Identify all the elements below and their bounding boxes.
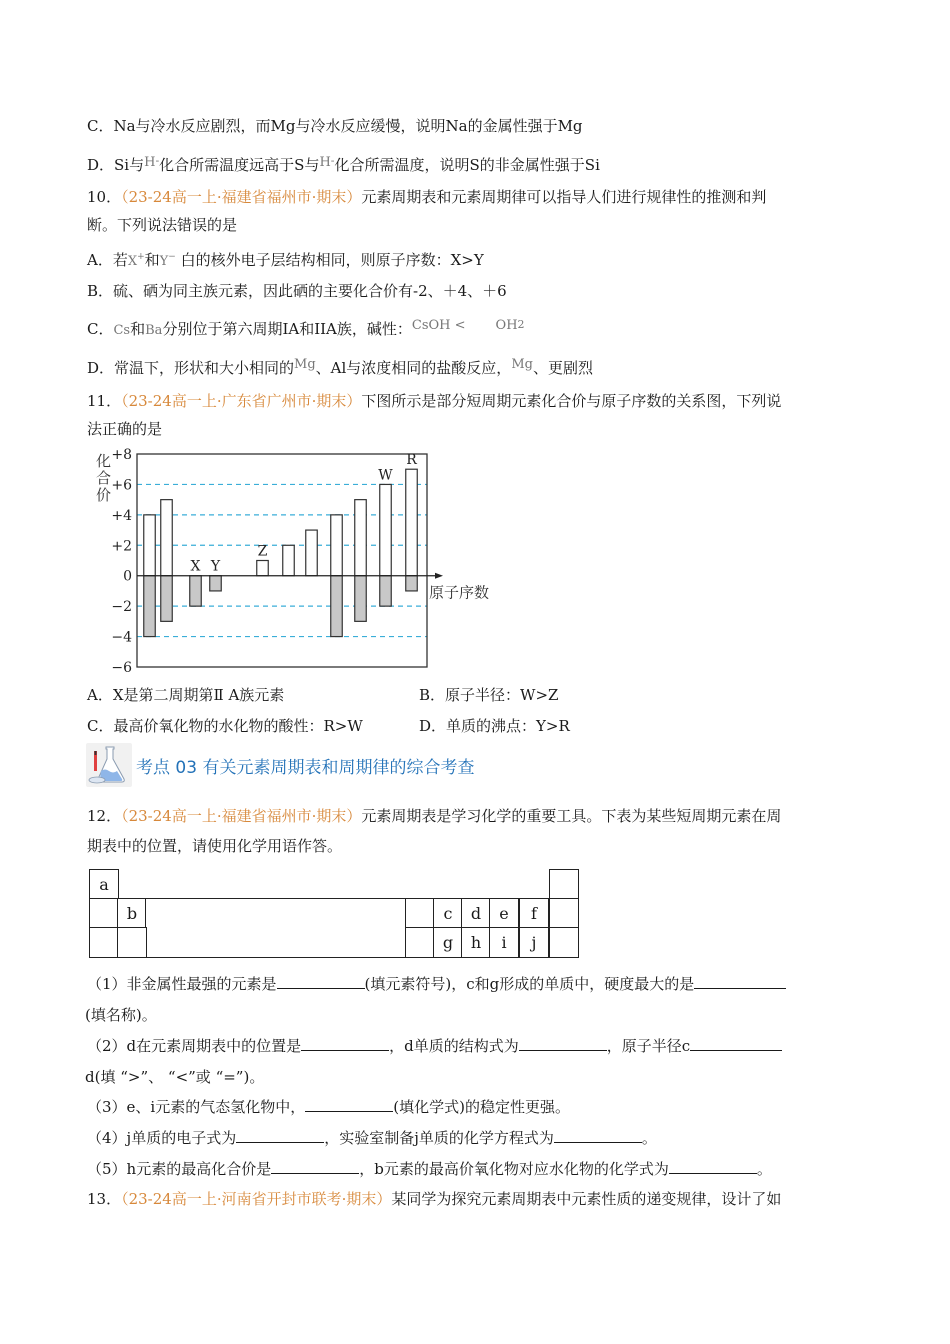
q12-part2-line2: d(填 “>”、 “<”或 “=”)。 bbox=[85, 1068, 265, 1086]
oh-formula: OH bbox=[495, 318, 518, 333]
cell-h: h bbox=[461, 927, 491, 958]
section-title: 考点 03 有关元素周期表和周期律的综合考查 bbox=[136, 757, 475, 778]
q10-c-and: 和 bbox=[130, 320, 146, 338]
p1-text: (填元素符号)，c和g形成的单质中，硬度最大的是 bbox=[364, 975, 695, 993]
axis-arrow-icon bbox=[435, 573, 443, 579]
q10-source: （23-24高一上·福建省福州市·期末） bbox=[121, 188, 362, 206]
answer-blank[interactable] bbox=[690, 1036, 782, 1051]
bar-positive bbox=[283, 545, 295, 575]
q12-part4 bbox=[87, 1128, 657, 1148]
y-tick-label: −2 bbox=[111, 599, 132, 616]
q12-part1 bbox=[87, 974, 786, 994]
ion-x-charge: + bbox=[137, 252, 145, 262]
q11-option-d: D．单质的沸点：Y>R bbox=[419, 717, 570, 735]
answer-blank[interactable] bbox=[301, 1036, 389, 1051]
q10-c-mid: 分别位于第六周期IA和IIA族，碱性： bbox=[162, 320, 412, 338]
p1-text: （1）非金属性最强的元素是 bbox=[87, 975, 277, 993]
cell-noble-2 bbox=[549, 898, 579, 929]
q10-stem-line2: 断。下列说法错误的是 bbox=[87, 216, 238, 234]
cell-d: d bbox=[461, 898, 491, 929]
q9-d-pre: D．Si与 bbox=[87, 156, 145, 174]
p2-text: （2）d在元素周期表中的位置是 bbox=[87, 1037, 302, 1055]
y-tick-label: +2 bbox=[111, 538, 132, 555]
q11-source: （23-24高一上·广东省广州市·期末） bbox=[121, 392, 362, 410]
h-formula: H bbox=[319, 155, 331, 170]
bar-positive bbox=[380, 484, 392, 575]
q11-option-b: B．原子半径：W>Z bbox=[419, 686, 559, 704]
answer-blank[interactable] bbox=[236, 1128, 324, 1143]
subscript: - bbox=[330, 154, 335, 167]
ion-x: X bbox=[127, 254, 138, 269]
answer-blank[interactable] bbox=[554, 1128, 642, 1143]
subscript: - bbox=[155, 154, 160, 167]
p4-text: 。 bbox=[641, 1129, 657, 1147]
bar-label: W bbox=[378, 467, 393, 484]
bar-label: Y bbox=[210, 558, 221, 575]
y-tick-label: −4 bbox=[111, 629, 132, 646]
bar-negative bbox=[144, 576, 156, 637]
q10-option-d bbox=[87, 355, 593, 378]
q12-part1-line2: (填名称)。 bbox=[85, 1006, 157, 1024]
bar-positive bbox=[144, 515, 156, 576]
q10-d-pre: D．常温下，形状和大小相同的 bbox=[87, 359, 295, 377]
answer-blank[interactable] bbox=[271, 1159, 359, 1174]
p3-text: （3）e、i元素的气态氢化物中， bbox=[87, 1098, 306, 1116]
cell-empty bbox=[405, 927, 435, 958]
q10-d-post: 、更剧烈 bbox=[532, 359, 593, 377]
x-axis-label: 原子序数 bbox=[429, 583, 490, 602]
q10-d-mid: 、Al与浓度相同的盐酸反应， bbox=[315, 359, 512, 377]
y-tick-label: −6 bbox=[111, 660, 132, 674]
p5-text: 。 bbox=[756, 1160, 772, 1178]
q12-stem bbox=[87, 806, 781, 826]
cs-symbol: Cs bbox=[113, 323, 131, 338]
cell-empty bbox=[117, 927, 147, 958]
bar-negative bbox=[380, 576, 392, 606]
p2-text: ，原子半径c bbox=[606, 1037, 691, 1055]
flask-icon bbox=[86, 743, 132, 787]
answer-blank[interactable] bbox=[519, 1036, 607, 1051]
p2-text: ，d单质的结构式为 bbox=[389, 1037, 519, 1055]
q9-d-mid: 化合所需温度远高于S与 bbox=[159, 156, 320, 174]
q10-a-and: 和 bbox=[144, 251, 160, 269]
bar-negative bbox=[190, 576, 202, 606]
bar-negative bbox=[406, 576, 418, 591]
q11-number: 11． bbox=[87, 392, 122, 410]
bar-positive bbox=[406, 469, 418, 576]
q9-d-post: 化合所需温度，说明S的非金属性强于Si bbox=[334, 156, 600, 174]
cell-empty bbox=[89, 898, 119, 929]
bar-negative bbox=[161, 576, 173, 622]
cell-c: c bbox=[433, 898, 463, 929]
q12-number: 12． bbox=[87, 807, 122, 825]
answer-blank[interactable] bbox=[305, 1097, 393, 1112]
q10-option-b: B．硫、硒为同主族元素，因此硒的主要化合价有-2、＋4、＋6 bbox=[87, 282, 507, 300]
csoh-formula: CsOH < bbox=[411, 318, 466, 333]
q13-stem-text: 某同学为探究元素周期表中元素性质的递变规律，设计了如 bbox=[391, 1190, 782, 1208]
bar-negative bbox=[355, 576, 367, 622]
bar-positive bbox=[355, 500, 367, 576]
p5-text: ，b元素的最高价氧化物对应水化物的化学式为 bbox=[359, 1160, 669, 1178]
y-tick-label: +4 bbox=[111, 507, 132, 524]
y-tick-label: +6 bbox=[111, 477, 132, 494]
cell-g: g bbox=[433, 927, 463, 958]
bar-label: Z bbox=[257, 543, 268, 560]
q10-option-c bbox=[87, 315, 525, 341]
subscript: 2 bbox=[517, 318, 525, 331]
q12-source: （23-24高一上·福建省福州市·期末） bbox=[121, 807, 362, 825]
q9-option-d bbox=[87, 151, 600, 175]
valence-chart bbox=[86, 446, 526, 674]
q12-part3 bbox=[87, 1097, 570, 1117]
q10-c-pre: C． bbox=[87, 320, 114, 338]
q11-option-a: A．X是第二周期第Ⅱ A族元素 bbox=[87, 686, 285, 704]
q11-stem bbox=[87, 391, 781, 411]
cell-e: e bbox=[489, 898, 519, 929]
q10-number: 10． bbox=[87, 188, 122, 206]
y-tick-label: +8 bbox=[111, 447, 132, 463]
q10-a-pre: A．若 bbox=[87, 251, 128, 269]
q13-stem bbox=[87, 1189, 781, 1209]
q10-stem bbox=[87, 187, 766, 207]
q12-stem-line2: 期表中的位置，请使用化学用语作答。 bbox=[87, 837, 343, 855]
cell-b: b bbox=[117, 898, 147, 929]
ba-symbol: Ba bbox=[145, 323, 163, 338]
p4-text: （4）j单质的电子式为 bbox=[87, 1129, 237, 1147]
y-axis-label: 价 bbox=[96, 486, 112, 504]
q11-stem-text: 下图所示是部分短周期元素化合价与原子序数的关系图，下列说 bbox=[361, 392, 782, 410]
y-axis-label: 合 bbox=[96, 469, 112, 487]
q10-a-post: 白的核外电子层结构相同，则原子序数：X>Y bbox=[180, 251, 484, 269]
bar-label: R bbox=[406, 452, 417, 469]
mg-symbol: Mg bbox=[511, 357, 533, 372]
cell-f: f bbox=[519, 898, 549, 929]
bar-positive bbox=[331, 515, 343, 576]
q12-part2 bbox=[87, 1036, 782, 1056]
cell-noble-3 bbox=[549, 927, 579, 958]
cell-noble-1 bbox=[549, 869, 579, 900]
cell-empty bbox=[89, 927, 119, 958]
section-header-03 bbox=[86, 743, 474, 787]
answer-blank[interactable] bbox=[277, 974, 365, 989]
p5-text: （5）h元素的最高化合价是 bbox=[87, 1160, 272, 1178]
bar-positive bbox=[161, 500, 173, 576]
q13-source: （23-24高一上·河南省开封市联考·期末） bbox=[121, 1190, 392, 1208]
p4-text: ，实验室制备j单质的化学方程式为 bbox=[324, 1129, 554, 1147]
ion-y-charge: − bbox=[168, 252, 176, 262]
q13-number: 13． bbox=[87, 1190, 122, 1208]
bar-negative bbox=[210, 576, 222, 591]
cell-j: j bbox=[519, 927, 549, 958]
bar-positive bbox=[306, 530, 318, 576]
ion-y: Y bbox=[159, 254, 169, 269]
bar-positive bbox=[257, 561, 269, 576]
answer-blank[interactable] bbox=[694, 974, 786, 989]
q11-option-c: C．最高价氧化物的水化物的酸性：R>W bbox=[87, 717, 363, 735]
q11-options-row2 bbox=[87, 715, 887, 735]
cell-empty bbox=[405, 898, 435, 929]
q11-options-row1 bbox=[87, 684, 887, 704]
cell-a: a bbox=[89, 869, 119, 900]
q11-stem-line2: 法正确的是 bbox=[87, 420, 163, 438]
h-formula: H bbox=[144, 155, 156, 170]
q10-stem-text: 元素周期表和元素周期律可以指导人们进行规律性的推测和判 bbox=[361, 188, 767, 206]
q10-option-a bbox=[87, 247, 484, 272]
bar-negative bbox=[331, 576, 343, 637]
cell-i: i bbox=[489, 927, 519, 958]
q9-option-c: C．Na与冷水反应剧烈，而Mg与冷水反应缓慢，说明Na的金属性强于Mg bbox=[87, 117, 583, 135]
answer-blank[interactable] bbox=[669, 1159, 757, 1174]
mg-symbol: Mg bbox=[294, 357, 316, 372]
y-axis-label: 化 bbox=[96, 452, 112, 470]
p3-text: (填化学式)的稳定性更强。 bbox=[393, 1098, 570, 1116]
y-tick-label: 0 bbox=[123, 568, 132, 585]
q12-part5 bbox=[87, 1159, 772, 1179]
q12-stem-text: 元素周期表是学习化学的重要工具。下表为某些短周期元素在周 bbox=[361, 807, 782, 825]
transition-block bbox=[145, 898, 407, 958]
bar-label: X bbox=[190, 558, 201, 575]
